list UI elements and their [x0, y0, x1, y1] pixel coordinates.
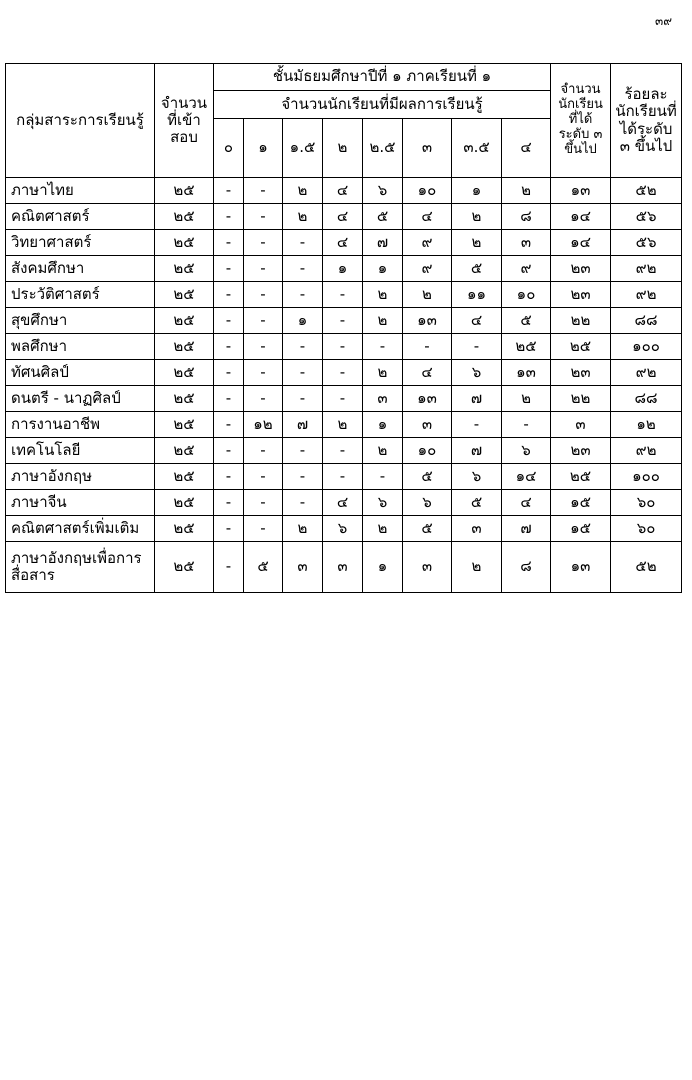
grade-cell: -	[283, 334, 323, 360]
grade-cell: -	[452, 334, 502, 360]
grade-cell: ๗	[283, 412, 323, 438]
grade-cell: -	[244, 178, 283, 204]
grade-cell: -	[244, 438, 283, 464]
table-row	[6, 204, 682, 230]
total-cell: ๒๕	[155, 204, 214, 230]
grade-cell: -	[502, 412, 551, 438]
grade-cell: ๒	[363, 308, 403, 334]
grade-cell: -	[214, 256, 244, 282]
grade-cell: ๖	[323, 516, 363, 542]
percent-cell: ๕๖	[611, 230, 682, 256]
grade-cell: ๒	[363, 516, 403, 542]
subject-cell: ภาษาจีน	[6, 490, 155, 516]
grade-cell: -	[283, 386, 323, 412]
grade-cell: -	[323, 386, 363, 412]
percent-cell: ๖๐	[611, 516, 682, 542]
table-row	[6, 308, 682, 334]
grade-cell: ๑	[452, 178, 502, 204]
grade-cell: ๕	[502, 308, 551, 334]
table-row	[6, 334, 682, 360]
grade-cell: -	[214, 412, 244, 438]
table-row	[6, 230, 682, 256]
total-cell: ๒๕	[155, 334, 214, 360]
grade-cell: ๔	[452, 308, 502, 334]
grade-cell: -	[214, 490, 244, 516]
grade-cell: ๖	[502, 438, 551, 464]
grade-cell: -	[283, 438, 323, 464]
count-cell: ๑๓	[551, 542, 611, 593]
grade-cell: -	[323, 464, 363, 490]
table-row	[6, 256, 682, 282]
subject-cell: เทคโนโลยี	[6, 438, 155, 464]
grade-cell: ๔	[403, 360, 452, 386]
subject-line: สื่อสาร	[11, 566, 55, 584]
grade-cell: ๕	[403, 516, 452, 542]
grade-cell: ๑	[323, 256, 363, 282]
header-count-level3: จำนวน นักเรียน ที่ได้ ระดับ ๓ ขึ้นไป	[551, 64, 611, 178]
count-cell: ๑๕	[551, 516, 611, 542]
grade-cell: ๑	[363, 256, 403, 282]
table-row	[6, 282, 682, 308]
grade-cell: ๙	[502, 256, 551, 282]
grade-cell: ๑๐	[403, 438, 452, 464]
grade-cell: -	[244, 204, 283, 230]
total-cell: ๒๕	[155, 516, 214, 542]
grade-cell: ๖	[363, 178, 403, 204]
grade-cell: ๓	[403, 412, 452, 438]
grade-cell: ๒	[502, 386, 551, 412]
percent-cell: ๘๘	[611, 386, 682, 412]
grade-cell: -	[214, 230, 244, 256]
count-cell: ๑๕	[551, 490, 611, 516]
percent-cell: ๕๒	[611, 178, 682, 204]
subject-cell: พลศึกษา	[6, 334, 155, 360]
percent-cell: ๙๒	[611, 438, 682, 464]
grade-cell: ๑๑	[452, 282, 502, 308]
grade-cell: ๔	[323, 204, 363, 230]
grade-cell: ๕	[452, 490, 502, 516]
subject-line: ภาษาอังกฤษเพื่อการ	[11, 548, 142, 567]
grade-cell: -	[452, 412, 502, 438]
percent-cell: ๕๒	[611, 542, 682, 593]
grade-level-header: ๑	[244, 119, 283, 178]
grade-cell: -	[244, 308, 283, 334]
grade-cell: ๗	[452, 386, 502, 412]
grade-level-header: ๐	[214, 119, 244, 178]
count-cell: ๑๔	[551, 204, 611, 230]
grade-level-header: ๒	[323, 119, 363, 178]
grade-cell: -	[214, 308, 244, 334]
table-row	[6, 412, 682, 438]
grade-cell: ๔	[403, 204, 452, 230]
grade-cell: ๗	[363, 230, 403, 256]
percent-cell: ๙๒	[611, 360, 682, 386]
grade-cell: ๒	[452, 542, 502, 593]
total-cell: ๒๕	[155, 412, 214, 438]
grade-cell: ๓	[403, 542, 452, 593]
grade-cell: -	[244, 516, 283, 542]
subject-cell: ดนตรี - นาฏศิลป์	[6, 386, 155, 412]
count-cell: ๑๓	[551, 178, 611, 204]
grade-cell: -	[244, 282, 283, 308]
grade-cell: ๓	[363, 386, 403, 412]
subject-cell: ประวัติศาสตร์	[6, 282, 155, 308]
grade-results-table	[5, 63, 682, 593]
grade-cell: ๑๐	[502, 282, 551, 308]
grade-cell: -	[244, 334, 283, 360]
header-class-title: ชั้นมัธยมศึกษาปีที่ ๑ ภาคเรียนที่ ๑	[214, 64, 551, 91]
grade-cell: -	[214, 464, 244, 490]
grade-cell: ๒๕	[502, 334, 551, 360]
count-cell: ๒๓	[551, 256, 611, 282]
grade-cell: -	[214, 438, 244, 464]
grade-cell: ๑๓	[403, 308, 452, 334]
table-row	[6, 516, 682, 542]
subject-cell: ภาษาไทย	[6, 178, 155, 204]
total-cell: ๒๕	[155, 542, 214, 593]
page-number: ๓๙	[655, 14, 672, 28]
grade-cell: ๘	[502, 204, 551, 230]
count-cell: ๒๕	[551, 464, 611, 490]
grade-cell: ๕	[363, 204, 403, 230]
grade-cell: -	[244, 256, 283, 282]
grade-cell: ๑๔	[502, 464, 551, 490]
grade-cell: -	[323, 308, 363, 334]
grade-cell: ๑๓	[403, 386, 452, 412]
total-cell: ๒๕	[155, 230, 214, 256]
grade-cell: -	[283, 282, 323, 308]
percent-cell: ๕๖	[611, 204, 682, 230]
grade-cell: ๒	[283, 516, 323, 542]
percent-cell: ๑๐๐	[611, 464, 682, 490]
grade-level-header: ๒.๕	[363, 119, 403, 178]
grade-cell: ๑	[283, 308, 323, 334]
grade-cell: ๒	[452, 204, 502, 230]
grade-cell: ๑๓	[502, 360, 551, 386]
grade-level-header: ๓	[403, 119, 452, 178]
grade-cell: -	[283, 256, 323, 282]
table-row	[6, 360, 682, 386]
table-row	[6, 178, 682, 204]
table-row	[6, 464, 682, 490]
grade-cell: ๒	[363, 282, 403, 308]
grade-cell: ๕	[244, 542, 283, 593]
grade-cell: -	[363, 464, 403, 490]
percent-cell: ๑๒	[611, 412, 682, 438]
grade-cell: ๙	[403, 230, 452, 256]
subject-cell: วิทยาศาสตร์	[6, 230, 155, 256]
grade-cell: -	[244, 230, 283, 256]
grade-cell: -	[283, 360, 323, 386]
table-row	[6, 438, 682, 464]
subject-cell: คณิตศาสตร์เพิ่มเติม	[6, 516, 155, 542]
grade-cell: ๒	[323, 412, 363, 438]
count-cell: ๑๔	[551, 230, 611, 256]
total-cell: ๒๕	[155, 256, 214, 282]
grade-cell: -	[214, 204, 244, 230]
grade-cell: ๒	[283, 178, 323, 204]
grade-cell: -	[403, 334, 452, 360]
count-cell: ๒๓	[551, 282, 611, 308]
grade-cell: ๖	[452, 360, 502, 386]
grade-cell: ๖	[363, 490, 403, 516]
grade-cell: -	[244, 490, 283, 516]
grade-cell: -	[214, 282, 244, 308]
grade-cell: ๒	[502, 178, 551, 204]
percent-cell: ๙๒	[611, 256, 682, 282]
subject-cell: คณิตศาสตร์	[6, 204, 155, 230]
header-test-takers: จำนวน ที่เข้า สอบ	[155, 64, 214, 178]
grade-cell: -	[214, 360, 244, 386]
grade-cell: ๒	[283, 204, 323, 230]
grade-cell: -	[244, 386, 283, 412]
grade-cell: -	[323, 282, 363, 308]
grade-cell: -	[244, 464, 283, 490]
table-row	[6, 386, 682, 412]
grade-cell: -	[323, 438, 363, 464]
grade-cell: ๓	[283, 542, 323, 593]
grade-level-header: ๑.๕	[283, 119, 323, 178]
grade-cell: ๙	[403, 256, 452, 282]
grade-cell: -	[214, 334, 244, 360]
grade-cell: ๗	[502, 516, 551, 542]
grade-cell: ๓	[452, 516, 502, 542]
total-cell: ๒๕	[155, 490, 214, 516]
grade-cell: ๓	[323, 542, 363, 593]
header-students-by-grade: จำนวนนักเรียนที่มีผลการเรียนรู้	[214, 91, 551, 119]
count-cell: ๒๒	[551, 308, 611, 334]
grade-cell: ๖	[452, 464, 502, 490]
grade-cell: ๖	[403, 490, 452, 516]
grade-cell: ๒	[452, 230, 502, 256]
count-cell: ๒๕	[551, 334, 611, 360]
count-cell: ๒๓	[551, 438, 611, 464]
grade-cell: ๒	[363, 360, 403, 386]
grade-cell: -	[283, 230, 323, 256]
grade-level-header: ๓.๕	[452, 119, 502, 178]
subject-cell: สังคมศึกษา	[6, 256, 155, 282]
grade-cell: ๕	[403, 464, 452, 490]
grade-cell: -	[244, 360, 283, 386]
subject-cell: ทัศนศิลป์	[6, 360, 155, 386]
total-cell: ๒๕	[155, 464, 214, 490]
total-cell: ๒๕	[155, 386, 214, 412]
grade-cell: ๑๐	[403, 178, 452, 204]
table-row	[6, 490, 682, 516]
total-cell: ๒๕	[155, 282, 214, 308]
percent-cell: ๙๒	[611, 282, 682, 308]
grade-cell: -	[323, 334, 363, 360]
header-subject-group: กลุ่มสาระการเรียนรู้	[6, 64, 155, 178]
subject-cell: การงานอาชีพ	[6, 412, 155, 438]
count-cell: ๒๒	[551, 386, 611, 412]
count-cell: ๒๓	[551, 360, 611, 386]
header-percent-level3: ร้อยละ นักเรียนที่ ได้ระดับ ๓ ขึ้นไป	[611, 64, 682, 178]
grade-level-header: ๔	[502, 119, 551, 178]
grade-cell: -	[283, 464, 323, 490]
grade-cell: -	[214, 386, 244, 412]
grade-cell: ๔	[323, 490, 363, 516]
count-cell: ๓	[551, 412, 611, 438]
grade-cell: ๑	[363, 542, 403, 593]
total-cell: ๒๕	[155, 360, 214, 386]
grade-cell: -	[214, 178, 244, 204]
grade-cell: ๔	[323, 178, 363, 204]
grade-cell: ๔	[323, 230, 363, 256]
grade-cell: -	[363, 334, 403, 360]
grade-cell: ๕	[452, 256, 502, 282]
table-row	[6, 542, 682, 593]
total-cell: ๒๕	[155, 178, 214, 204]
grade-cell: ๑	[363, 412, 403, 438]
percent-cell: ๑๐๐	[611, 334, 682, 360]
grade-cell: -	[283, 490, 323, 516]
grade-cell: ๓	[502, 230, 551, 256]
total-cell: ๒๕	[155, 438, 214, 464]
percent-cell: ๘๘	[611, 308, 682, 334]
grade-cell: ๗	[452, 438, 502, 464]
percent-cell: ๖๐	[611, 490, 682, 516]
grade-cell: ๒	[403, 282, 452, 308]
subject-cell: สุขศึกษา	[6, 308, 155, 334]
grade-cell: -	[323, 360, 363, 386]
grade-cell: ๑๒	[244, 412, 283, 438]
grade-cell: ๒	[363, 438, 403, 464]
total-cell: ๒๕	[155, 308, 214, 334]
subject-cell	[6, 542, 155, 593]
grade-cell: -	[214, 542, 244, 593]
grade-cell: -	[214, 516, 244, 542]
grade-cell: ๔	[502, 490, 551, 516]
grade-cell: ๘	[502, 542, 551, 593]
subject-cell: ภาษาอังกฤษ	[6, 464, 155, 490]
